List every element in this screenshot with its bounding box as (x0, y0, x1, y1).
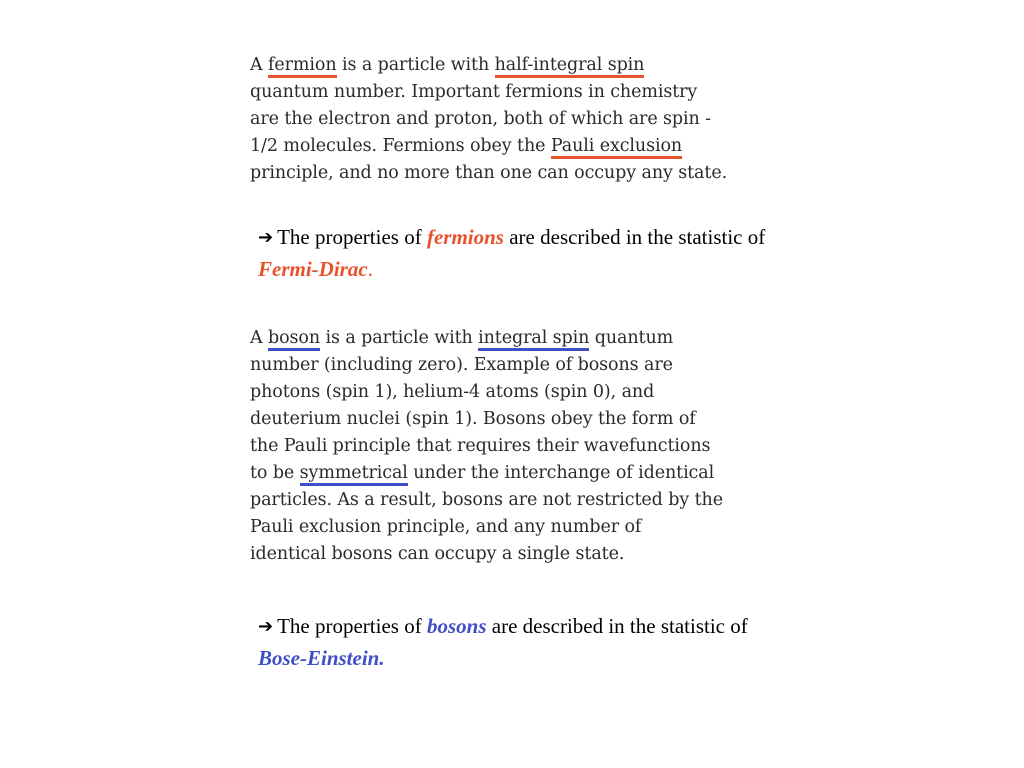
boson-line-8: Pauli exclusion principle, and any number of (250, 517, 642, 537)
bose-einstein-term: Bose-Einstein. (258, 646, 385, 670)
fermi-dirac-term: Fermi-Dirac (258, 257, 368, 281)
integral-spin-underlined: integral spin (478, 328, 589, 351)
fermion-definition-image (250, 52, 727, 187)
right-arrow-icon: ➔ (258, 616, 274, 637)
text-fragment: A (250, 55, 269, 75)
text-fragment: to be (250, 463, 300, 483)
boson-line-7: particles. As a result, bosons are not restricted by the (250, 490, 723, 510)
right-arrow-icon: ➔ (258, 227, 274, 248)
text-fragment: quantum (589, 328, 674, 348)
note-text: The properties of (277, 225, 427, 249)
fermion-term-underlined: fermion (268, 55, 337, 78)
text-fragment: is a particle with (320, 328, 479, 348)
text-fragment: under the interchange of identical (407, 463, 715, 483)
boson-statistics-note (258, 611, 768, 673)
note-text: are described in the statistic of (503, 225, 766, 249)
fermion-line-1 (250, 52, 727, 79)
boson-line-5: the Pauli principle that requires their wavefunctions (250, 436, 711, 456)
fermion-line-5: principle, and no more than one can occupy any state. (250, 163, 728, 183)
boson-definition-image (250, 325, 723, 568)
boson-line-4: deuterium nuclei (spin 1). Bosons obey the form of (250, 409, 696, 429)
boson-line-9: identical bosons can occupy a single state. (250, 544, 625, 564)
text-fragment: is a particle with (336, 55, 495, 75)
note-text: The properties of (277, 614, 427, 638)
boson-line-6 (250, 460, 723, 487)
fermion-line-3: are the electron and proton, both of which are spin - (250, 109, 711, 129)
fermion-line-4 (250, 133, 727, 160)
fermion-line-2: quantum number. Important fermions in chemistry (250, 82, 698, 102)
pauli-exclusion-underlined: Pauli exclusion (551, 136, 682, 159)
boson-line-1 (250, 325, 723, 352)
half-integral-spin-underlined: half-integral spin (495, 55, 645, 78)
note-period: . (367, 257, 373, 281)
boson-term-underlined: boson (268, 328, 320, 351)
boson-line-2: number (including zero). Example of bosons are (250, 355, 673, 375)
bosons-term: bosons (426, 614, 487, 638)
text-fragment: 1/2 molecules. Fermions obey the (250, 136, 551, 156)
note-text: are described in the statistic of (486, 614, 748, 638)
boson-line-3: photons (spin 1), helium-4 atoms (spin 0), and (250, 382, 655, 402)
fermion-statistics-note (258, 222, 768, 284)
fermions-term: fermions (426, 225, 504, 249)
symmetrical-underlined: symmetrical (300, 463, 408, 486)
text-fragment: A (250, 328, 269, 348)
